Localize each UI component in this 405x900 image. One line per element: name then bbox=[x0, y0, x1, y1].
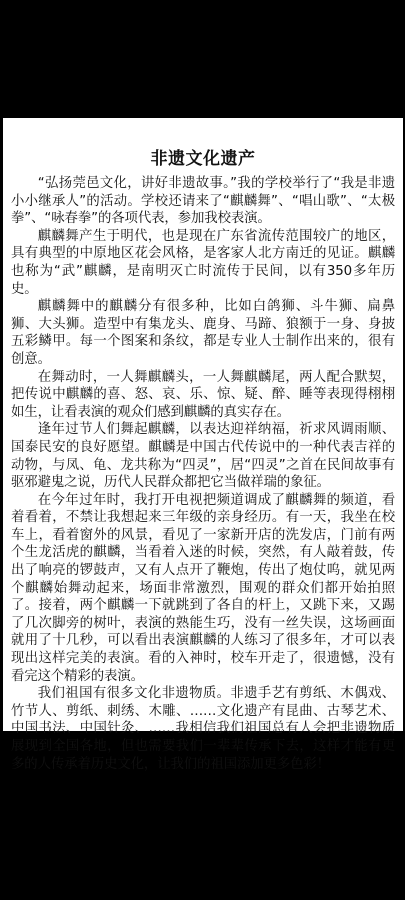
paragraph-dance: 在舞动时，一人舞麒麟头，一人舞麒麟尾，两人配合默契，把传说中麒麟的喜、怒、哀、乐、惊、疑、醉、睡等表现得栩栩如生，让看表演的观众们感到麒麟的真实存在。 bbox=[11, 369, 395, 420]
paragraph-meaning: 逢年过节人们舞起麒麟，以表达迎祥纳福，祈求风调雨顺、国泰民安的良好愿望。麒麟是中国古代传说中的一种代表吉祥的动物，与凤、龟、龙共称为“四灵”，居“四灵”之首在民间故事有驱邪避鬼之说，历代人民群众都把它当做祥瑞的象征。 bbox=[11, 422, 395, 491]
paragraph-experience: 在今年过年时，我打开电视把频道调成了麒麟舞的频道，看着看着，不禁让我想起来三年级的亲身经历。有一天，我坐在校车上，看着窗外的风景，看见了一家新开店的洗发店，门前有两个生龙活虎的麒麟，当看着入迷的时候，突然，有人敲着鼓，传出了响亮的锣鼓声，又有人点开了鞭炮，传出了炮仗呜，就见两个麒麟始舞动起来，场面非常激烈，围观的群众们都开始拍照了。接着，两个麒麟一下就跳到了各自的杆上，又跳下来，又踢了几次脚旁的树叶，表演的熟能生巧，没有一丝失误，这场画面就用了十几秒，可以看出表演麒麟的人练习了很多年，才可以表现出这样完美的表演。看的入神时，校车开走了，很遗憾，没有看完这个精彩的表演。 bbox=[11, 492, 395, 684]
document-title: 非遗文化遗产 bbox=[150, 149, 256, 169]
paragraph-types: 麒麟舞中的麒麟分有很多种，比如白鸽狮、斗牛狮、扁鼻狮、大头狮。造型中有集龙头、鹿身、马蹄、狼额于一身、身披五彩鳞甲。每一个图案和条纹，都是专业人士制作出来的，很有创意。 bbox=[11, 299, 395, 367]
paragraph-conclusion: 我们祖国有很多文化非遗物质。非遗手艺有剪纸、木偶戏、竹节人、剪纸、刺绣、木雕、……文化遗产有昆曲、古琴艺术、中国书法、中国针灸、……我相信我们祖国总有人会把非遗物质展现到全国各地，但也需要我们一辈辈传承下去，这样才能有更多的人传承着历史文化，让我们的祖国添加更多色彩！ bbox=[11, 686, 395, 772]
document-page bbox=[3, 118, 403, 772]
paragraph-intro: “弘扬莞邑文化，讲好非遗故事。”我的学校举行了“我是非遗小小继承人”的活动。学校还请来了“麒麟舞”、“唱山歌”、“太极拳”、“咏春拳”的各项代表，参加我校表演。 bbox=[11, 176, 395, 227]
paragraph-history: 麒麟舞产生于明代，也是现在广东省流传范围较广的地区，具有典型的中原地区花会风格，是客家人北方南迁的见证。麒麟也称为“武”麒麟，是南明灭亡时流传于民间，以有350多年历史。 bbox=[11, 228, 395, 297]
